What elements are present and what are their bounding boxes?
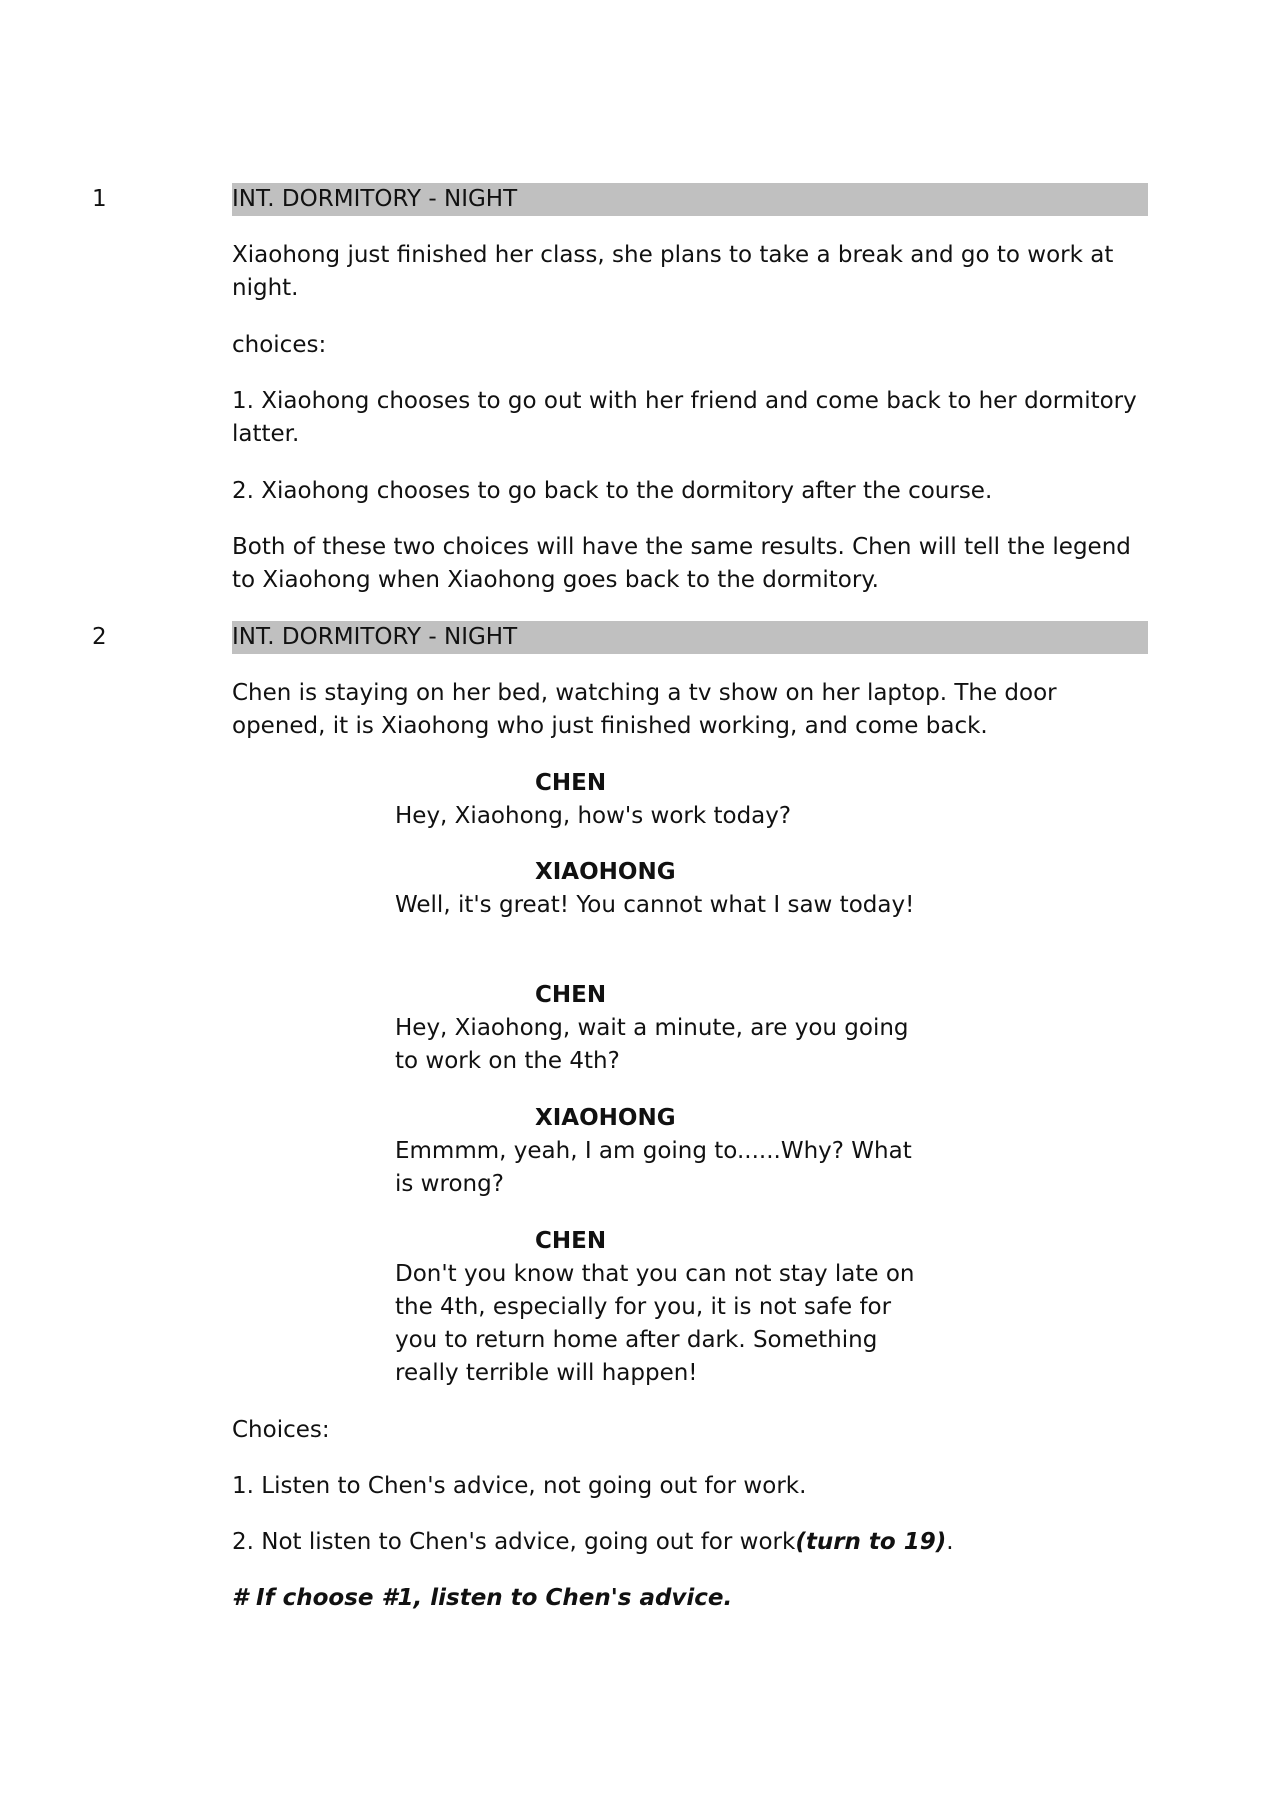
dialogue-line: Emmmm, yeah, I am going to......Why? What is wrong? xyxy=(395,1138,912,1197)
turn-reference: (turn to 19) xyxy=(795,1529,947,1555)
character-name: XIAOHONG xyxy=(535,859,676,885)
scene-heading: INT. DORMITORY - NIGHT xyxy=(232,621,1148,654)
dialogue-line: Hey, Xiaohong, how's work today? xyxy=(395,803,792,829)
dialogue-line: Don't you know that you can not stay late on the 4th, especially for you, it is not safe for you to return home after dark. Something really terrible will happen! xyxy=(395,1261,915,1386)
character-name: CHEN xyxy=(535,982,607,1008)
choice-item: 1. Xiaohong chooses to go out with her friend and come back to her dormitory latter. xyxy=(232,388,1137,447)
branch-note: # If choose #1, listen to Chen's advice. xyxy=(232,1585,733,1611)
character-name: CHEN xyxy=(535,1228,607,1254)
action-paragraph: Xiaohong just finished her class, she plans to take a break and go to work at night. xyxy=(232,242,1114,301)
choices-label: Choices: xyxy=(232,1417,330,1443)
scene-heading: INT. DORMITORY - NIGHT xyxy=(232,183,1148,216)
dialogue-line: Well, it's great! You cannot what I saw today! xyxy=(395,892,915,918)
action-paragraph: Both of these two choices will have the same results. Chen will tell the legend to Xiaohong when Xiaohong goes back to the dormitory. xyxy=(232,534,1131,593)
choice-end: . xyxy=(946,1529,954,1555)
character-name: XIAOHONG xyxy=(535,1105,676,1131)
choice-text: 2. Not listen to Chen's advice, going out for work xyxy=(232,1529,796,1555)
action-paragraph: Chen is staying on her bed, watching a tv show on her laptop. The door opened, it is Xiaohong who just finished working, and come back. xyxy=(232,680,1057,739)
choice-item: 2. Xiaohong chooses to go back to the dormitory after the course. xyxy=(232,478,993,504)
choice-item: 1. Listen to Chen's advice, not going out for work. xyxy=(232,1473,807,1499)
choices-label: choices: xyxy=(232,332,327,358)
scene-number: 2 xyxy=(92,624,107,650)
scene-number: 1 xyxy=(92,186,107,212)
character-name: CHEN xyxy=(535,770,607,796)
dialogue-line: Hey, Xiaohong, wait a minute, are you going to work on the 4th? xyxy=(395,1015,909,1074)
choice-item xyxy=(232,1526,1148,1559)
